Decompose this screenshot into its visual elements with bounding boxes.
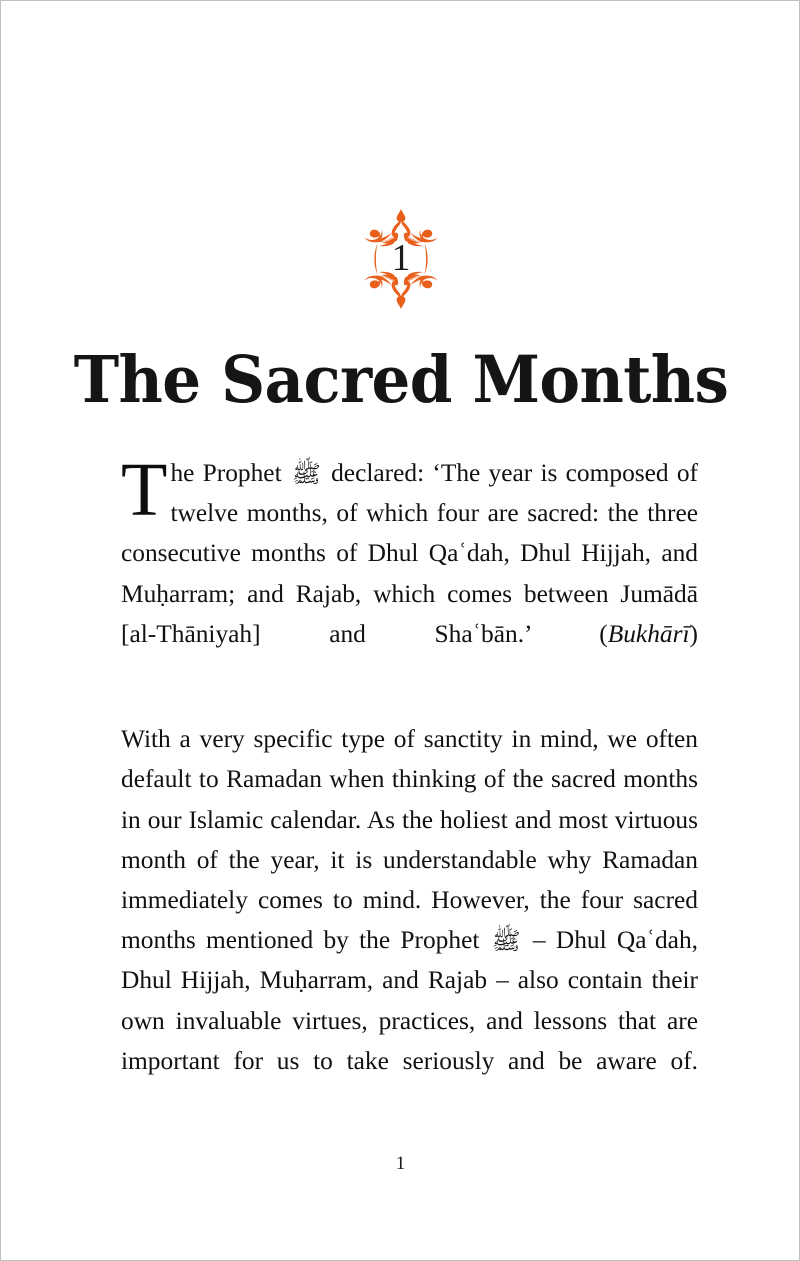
body-text [121, 448, 698, 1121]
chapter-ornament [1, 207, 800, 311]
page-number: 1 [395, 1153, 407, 1174]
paragraph-1-part-3: ) [689, 619, 698, 648]
paragraph-2-part-2: – Dhul Qaʿdah, Dhul Hijjah, Muḥarram, and Rajab – also contain their own invaluable virtues, practices, and lessons that are important for us to take seriously and be aware of. [121, 926, 698, 1075]
ornament-frame [355, 207, 447, 311]
chapter-number: 1 [391, 237, 411, 279]
hadith-source: Bukhārī [607, 619, 690, 648]
drop-cap: T [121, 448, 168, 532]
paragraph-2-part-1: With a very specific type of sanctity in mind, we often default to Ramadan when thinking of the sacred months in our Islamic calendar. As the holiest and most virtuous month of the year, it is understandable why Ramadan immediately comes to mind. However, the four sacred months mentioned by the Prophet [121, 725, 698, 955]
paragraph-1 [121, 448, 698, 694]
salawat-glyph: ﷺ [291, 460, 321, 488]
paragraph-1-part-1: he Prophet [170, 459, 290, 487]
paragraph-2 [121, 719, 698, 1121]
salawat-glyph: ﷺ [491, 927, 521, 956]
paragraph-1-part-2: declared: ‘The year is composed of twelve months, of which four are sacred: the three consecutive months of Dhul Qaʿdah, Dhul Hijjah, and Muḥarram; and Rajab, which comes between Jumādā [al-Thāniyah] and Shaʿbān.’ ( [121, 459, 698, 648]
chapter-title: The Sacred Months [73, 342, 729, 418]
